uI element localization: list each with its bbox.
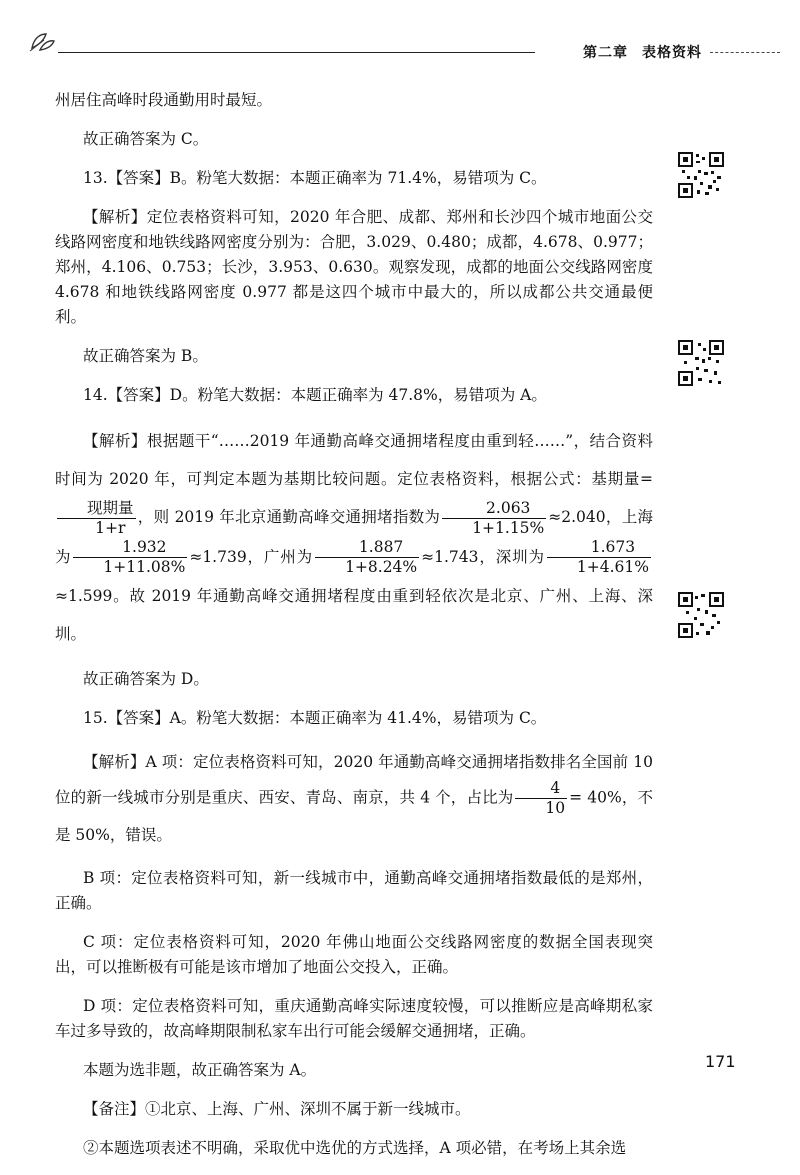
q15-option-d: D 项：定位表格资料可知，重庆通勤高峰实际速度较慢，可以推断应是高峰期私家车过多导致的，故高峰期限制私家车出行可能会缓解交通拥堵，正确。 xyxy=(55,997,653,1040)
header-dash-rule xyxy=(710,52,780,53)
fraction-numerator: 1.932 xyxy=(73,538,187,558)
q15-text-a: 【解析】A 项：定位表格资料可知，2020 年通勤高峰交通拥堵指数排名全国前 10 位的新一线城市分别是重庆、西安、青岛、南京，共 4 个，占比为 xyxy=(55,753,653,807)
q14-text-c: ≈2.040，上海为 xyxy=(55,508,653,566)
q14-final-answer: 故正确答案为 D。 xyxy=(83,670,209,688)
fraction-denominator: 10 xyxy=(545,799,566,817)
fraction-numerator: 1.887 xyxy=(315,538,419,558)
shanghai-fraction xyxy=(73,538,187,577)
q14-text-d: ≈1.739，广州为 xyxy=(189,547,314,566)
paragraph: 州居住高峰时段通勤用时最短。 xyxy=(55,91,273,109)
note-2: ②本题选项表述不明确，采取优中选优的方式选择，A 项必错，在考场上其余选 xyxy=(83,1139,627,1157)
q14-text-a: 【解析】根据题干“……2019 年通勤高峰交通拥堵程度由重到轻……”，结合资料时间为 2020 年，可判定本题为基期比较问题。定位表格资料，根据公式：基期量= xyxy=(55,432,653,488)
chapter-label: 第二章 xyxy=(583,45,628,61)
section-label: 表格资料 xyxy=(642,45,702,61)
q15-answer: 15.【答案】A。粉笔大数据：本题正确率为 41.4%，易错项为 C。 xyxy=(83,709,547,727)
guangzhou-fraction xyxy=(315,538,419,577)
header-rule xyxy=(58,52,535,53)
answer-line: 故正确答案为 C。 xyxy=(83,130,209,148)
qr-code-icon xyxy=(678,152,724,198)
chapter-title xyxy=(583,42,702,62)
q14-text-f: ≈1.599。故 2019 年通勤高峰交通拥堵程度由重到轻依次是北京、广州、上海、深圳。 xyxy=(55,587,653,643)
fraction-denominator: 1+r xyxy=(95,518,126,537)
fraction-denominator: 1+8.24% xyxy=(345,558,418,576)
running-header xyxy=(28,30,780,60)
q15-option-b: B 项：定位表格资料可知，新一线城市中，通勤高峰交通拥堵指数最低的是郑州，正确。 xyxy=(55,869,653,912)
fraction-denominator: 1+4.61% xyxy=(576,558,649,576)
q14-explanation xyxy=(55,422,653,653)
qr-code-icon xyxy=(678,592,724,638)
page-body xyxy=(55,88,653,1175)
q15-final-answer: 本题为选非题，故正确答案为 A。 xyxy=(83,1061,317,1079)
q13-answer: 13.【答案】B。粉笔大数据：本题正确率为 71.4%，易错项为 C。 xyxy=(83,169,547,187)
q14-answer: 14.【答案】D。粉笔大数据：本题正确率为 47.8%，易错项为 A。 xyxy=(83,386,547,404)
fraction-denominator: 1+1.15% xyxy=(472,518,545,537)
note-1: 【备注】①北京、上海、广州、深圳不属于新一线城市。 xyxy=(83,1100,471,1118)
q14-text-b: ，则 2019 年北京通勤高峰交通拥堵指数为 xyxy=(137,508,441,526)
leaf-icon xyxy=(28,30,56,52)
ratio-fraction xyxy=(515,779,567,818)
beijing-fraction xyxy=(442,499,546,538)
base-period-formula xyxy=(57,499,136,538)
fraction-numerator: 4 xyxy=(515,779,567,799)
fraction-denominator: 1+11.08% xyxy=(103,558,186,576)
q15-explanation-a xyxy=(55,745,653,852)
fraction-numerator: 1.673 xyxy=(547,538,651,558)
q15-option-c: C 项：定位表格资料可知，2020 年佛山地面公交线路网密度的数据全国表现突出，可以推断极有可能是该市增加了地面公交投入，正确。 xyxy=(55,933,653,976)
q13-explanation: 【解析】定位表格资料可知，2020 年合肥、成都、郑州和长沙四个城市地面公交线路网密度和地铁线路网密度分别为：合肥，3.029、0.480；成都，4.678、0.977；郑州，4.106、0.753；长沙，3.953、0.630。观察发现，成都的地面公交线路网密度 4.678 和地铁线路网密度 0.977 都是这四个城市中最大的，所以成都公共交通最便利。 xyxy=(55,208,653,326)
fraction-numerator: 现期量 xyxy=(57,499,136,519)
qr-code-icon xyxy=(678,340,724,386)
fraction-numerator: 2.063 xyxy=(442,499,546,519)
shenzhen-fraction xyxy=(547,538,651,577)
q15-text-b: = 40%，不是 50%，错误。 xyxy=(55,788,653,844)
q14-text-e: ≈1.743，深圳为 xyxy=(421,547,545,566)
q13-final-answer: 故正确答案为 B。 xyxy=(83,347,208,365)
page-number: 171 xyxy=(705,1052,736,1071)
